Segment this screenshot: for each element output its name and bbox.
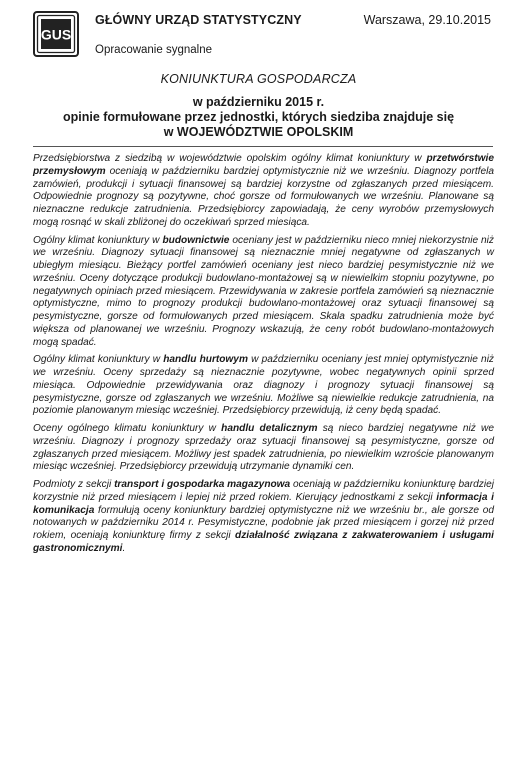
document-body — [33, 153, 494, 561]
heading-line-1: w październiku 2015 r. — [192, 95, 325, 109]
heading-region: WOJEWÓDZTWIE OPOLSKIM — [176, 125, 354, 139]
paragraph-text: Podmioty z sekcji — [33, 479, 115, 490]
paragraph-text: oceniają w październiku koniunkturę bardziej korzystnie niż przed miesiącem i lepiej niż przed rokiem. Kierujący jednostkami z sekcji — [33, 479, 494, 503]
paragraph-manufacturing — [33, 153, 494, 230]
paragraph-text: Przedsiębiorstwa z siedzibą w województwie opolskim ogólny klimat koniunktury w — [33, 153, 427, 164]
paragraph-text: Ogólny klimat koniunktury w — [33, 234, 163, 246]
organization-name: GŁÓWNY URZĄD STATYSTYCZNY — [95, 13, 302, 27]
document-subtitle: Opracowanie sygnalne — [95, 44, 212, 56]
paragraph-text: Ogólny klimat koniunktury w — [33, 354, 164, 366]
heading-line-3-prefix: w — [163, 125, 177, 139]
paragraph-text: oceniany jest w październiku nieco mniej niekorzystnie niż we wrześniu. Diagnozy sytuacji finansowej są nieznacznie mniej negatywne od zgłaszanych w ubiegłym miesiącu. Bieżący portfel zamówień oceniany jest nieco bardziej pesymistycznie niż we wrześniu. Oceny dotyczące produkcji budowlano-montażowej są w niewielkim stopniu pozytywne, po negatywnych opiniach przed miesiącem. Przewidywania w zakresie portfela zamówień są nieznacznie optymistyczne, mimo to prognozy produkcji budowlano-montażowej oraz sytuacji finansowej są pesymistyczne, gorsze od formułowanych przed miesiącem. Skala spadku zatrudnienia może być większa od planowanej we wrześniu. Prognozy wskazują, że ceny robót budowlano-montażowych mogą spadać. — [33, 234, 494, 348]
paragraph-text: formułują oceny koniunktury bardziej optymistyczne niż we wrześniu br., ale gorsze od notowanych w październiku 2014 r. Pesymistyczne, podobnie jak przed miesiącem i gorzej niż przed rokiem, oceniają koniunkturę firmy z sekcji — [33, 504, 494, 541]
sector-accommodation: działalność związana z zakwaterowaniem i usługami gastronomicznymi — [33, 530, 494, 554]
paragraph-construction — [33, 235, 494, 350]
paragraph-text: Oceny ogólnego klimatu koniunktury w — [33, 423, 222, 434]
header-divider — [33, 146, 493, 147]
heading-line-2: opinie formułowane przez jednostki, których siedziba znajduje się — [62, 110, 455, 124]
paragraph-text: w październiku oceniany jest mniej optymistycznie niż we wrześniu. Oceny sprzedaży są nieznacznie pozytywne, wobec negatywnych opinii sprzed miesiąca. Odpowiednie przewidywania oraz diagnozy i prognozy sytuacji finansowej są pesymistyczne, gorsze od zgłaszanych we wrześniu. Możliwe są niewielkie redukcje zatrudnienia, na poziomie planowanym miesiąc wcześniej. Przedsiębiorcy przewidują, iż ceny będą spadać. — [33, 354, 494, 417]
svg-text:GUS: GUS — [40, 26, 72, 43]
sector-construction: budownictwie — [162, 234, 230, 246]
sector-retail: handlu detalicznym — [221, 423, 318, 434]
paragraph-wholesale — [33, 354, 494, 418]
sector-manufacturing: przetwórstwie przemysłowym — [33, 153, 494, 177]
paragraph-retail — [33, 423, 494, 474]
paragraph-text: . — [122, 542, 126, 554]
heading-line-3 — [0, 125, 517, 139]
sector-transport: transport i gospodarka magazynowa — [114, 479, 291, 490]
paragraph-text: oceniają w październiku bardziej optymistycznie niż we wrześniu. Diagnozy portfela zamówień, produkcji i sytuacji finansowej są bardziej korzystne od zgłaszanych przed miesiącem. Odpowiednie prognozy są pozytywne, choć gorsze od formułowanych we wrześniu. Planowane są nieznaczne redukcje zatrudnienia. Przedsiębiorcy zapowiadają, że ceny wyrobów przemysłowych mogą rosnąć w skali zbliżonej do oczekiwań sprzed miesiąca. — [33, 165, 494, 228]
gus-logo — [33, 11, 79, 57]
document-title: KONIUNKTURA GOSPODARCZA — [160, 72, 357, 86]
publication-date: Warszawa, 29.10.2015 — [363, 13, 491, 27]
paragraph-text: są nieco bardziej negatywne niż we wrześniu. Diagnozy i prognozy sprzedaży oraz sytuacji finansowej są pesymistyczne, gorsze od zgłaszanych przed miesiącem. Możliwy jest spadek zatrudnienia, po niewielkim wzroście planowanym miesiąc wcześniej. Przedsiębiorcy przewidują utrzymanie dynamiki cen. — [33, 423, 495, 473]
paragraph-services — [33, 479, 494, 556]
sector-wholesale: handlu hurtowym — [163, 354, 248, 366]
sector-ict: informacja i komunikacja — [33, 491, 494, 516]
